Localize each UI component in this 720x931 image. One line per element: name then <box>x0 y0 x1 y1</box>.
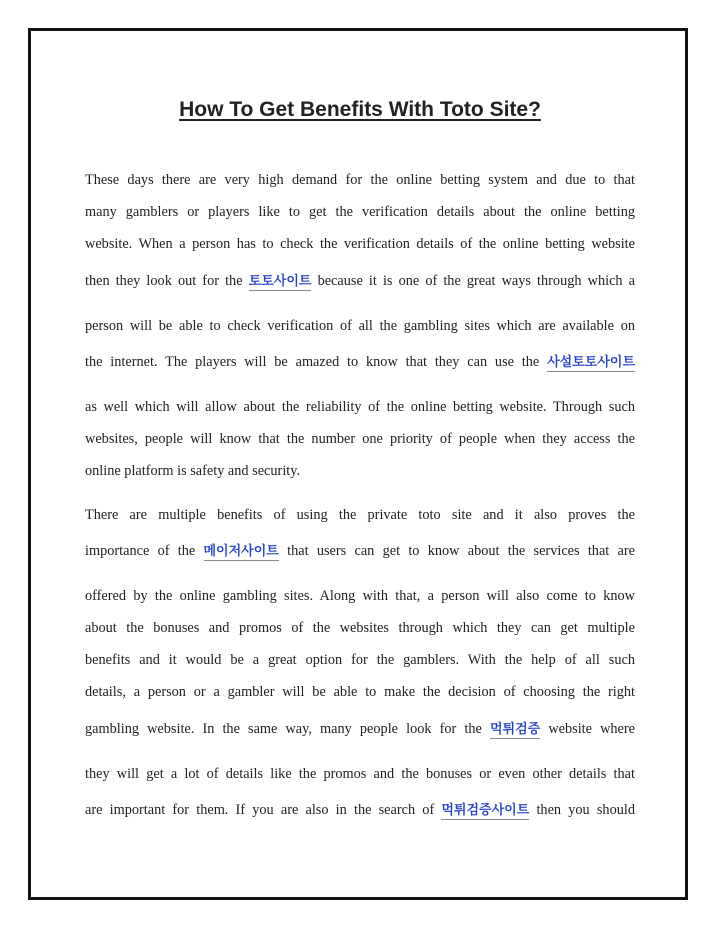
paragraph-2-line-2 <box>85 542 635 561</box>
major-site-link[interactable]: 메이저사이트 <box>203 544 279 559</box>
toto-site-link[interactable]: 토토사이트 <box>248 274 312 289</box>
paragraph-2-line-9 <box>85 801 635 820</box>
private-toto-site-link[interactable]: 사설토토사이트 <box>547 355 636 370</box>
paragraph-1-line-4 <box>85 272 635 291</box>
paragraph-2-line-3: offered by the online gambling sites. Along with that, a person will also come to know <box>85 588 635 604</box>
paragraph-1-line-8: websites, people will know that the number one priority of people when they access the <box>85 431 635 447</box>
paragraph-1-line-3: website. When a person has to check the verification details of the online betting website <box>85 236 635 252</box>
paragraph-1-line-6 <box>85 353 635 372</box>
paragraph-2-line-2-start: importance of the <box>85 543 196 559</box>
paragraph-2-line-2-end: that users can get to know about the services that are <box>287 543 635 559</box>
paragraph-2-line-7 <box>85 720 635 739</box>
paragraph-1-line-4-end: because it is one of the great ways through which a <box>317 273 636 289</box>
paragraph-1-line-7: as well which will allow about the reliability of the online betting website. Through such <box>85 399 635 415</box>
paragraph-2-line-9-start: are important for them. If you are also in the search of <box>85 802 435 818</box>
paragraph-1-line-2: many gamblers or players like to get the verification details about the online betting <box>85 204 635 220</box>
paragraph-2-line-4: about the bonuses and promos of the websites through which they can get multiple <box>85 620 635 636</box>
paragraph-2-line-8: they will get a lot of details like the promos and the bonuses or even other details that <box>85 766 635 782</box>
paragraph-1-line-9: online platform is safety and security. <box>85 463 301 479</box>
muk-verify-link[interactable]: 먹튀검증 <box>489 722 541 737</box>
muk-verify-site-link[interactable]: 먹튀검증사이트 <box>441 803 530 818</box>
paragraph-2-line-7-end: website where <box>548 721 636 737</box>
paragraph-2-line-9-end: then you should <box>536 802 635 818</box>
paragraph-2-line-1: There are multiple benefits of using the private toto site and it also proves the <box>85 507 635 523</box>
paragraph-2-line-6: details, a person or a gambler will be able to make the decision of choosing the right <box>85 684 635 700</box>
paragraph-1-line-4-start: then they look out for the <box>85 273 243 289</box>
paragraph-1-line-5: person will be able to check verification of all the gambling sites which are available on <box>85 318 635 334</box>
paragraph-2-line-7-start: gambling website. In the same way, many people look for the <box>85 721 482 737</box>
paragraph-2-line-5: benefits and it would be a great option for the gamblers. With the help of all such <box>85 652 635 668</box>
paragraph-1-line-6-start: the internet. The players will be amazed to know that they can use the <box>85 354 540 370</box>
document-title: How To Get Benefits With Toto Site? <box>179 98 541 121</box>
paragraph-1-line-1: These days there are very high demand for the online betting system and due to that <box>85 172 635 188</box>
